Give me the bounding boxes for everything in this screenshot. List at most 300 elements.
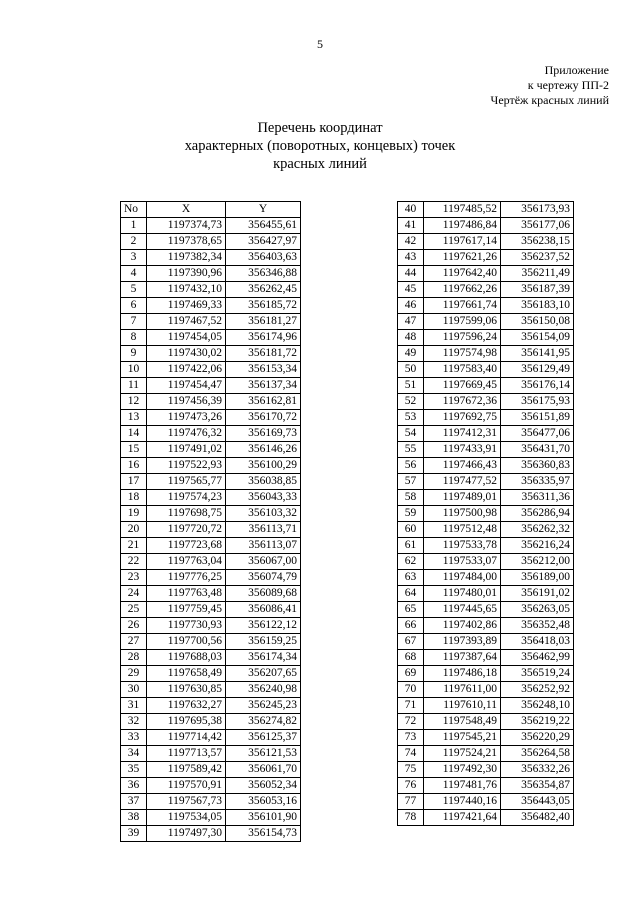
table-row: [398, 266, 574, 282]
x-coordinate: 1197533,07: [424, 554, 501, 570]
point-number: 34: [121, 746, 147, 762]
table-row: [398, 650, 574, 666]
y-coordinate: 356185,72: [226, 298, 301, 314]
table-row: [121, 378, 301, 394]
x-coordinate: 1197430,02: [147, 346, 226, 362]
y-coordinate: 356174,96: [226, 330, 301, 346]
table-row: [398, 362, 574, 378]
point-number: 68: [398, 650, 424, 666]
x-coordinate: 1197583,40: [424, 362, 501, 378]
x-coordinate: 1197763,48: [147, 586, 226, 602]
point-number: 9: [121, 346, 147, 362]
appendix-line-2: к чертежу ПП-2: [527, 78, 609, 92]
point-number: 30: [121, 682, 147, 698]
x-coordinate: 1197522,93: [147, 458, 226, 474]
y-coordinate: 356216,24: [501, 538, 574, 554]
table-row: [121, 602, 301, 618]
y-coordinate: 356052,34: [226, 778, 301, 794]
x-coordinate: 1197658,49: [147, 666, 226, 682]
table-row: [121, 666, 301, 682]
table-row: [121, 266, 301, 282]
point-number: 18: [121, 490, 147, 506]
x-coordinate: 1197698,75: [147, 506, 226, 522]
point-number: 74: [398, 746, 424, 762]
table-row: [398, 746, 574, 762]
y-coordinate: 356181,27: [226, 314, 301, 330]
point-number: 47: [398, 314, 424, 330]
y-coordinate: 356245,23: [226, 698, 301, 714]
y-coordinate: 356113,07: [226, 538, 301, 554]
point-number: 15: [121, 442, 147, 458]
column-header-y: Y: [226, 202, 301, 218]
x-coordinate: 1197662,26: [424, 282, 501, 298]
y-coordinate: 356154,09: [501, 330, 574, 346]
x-coordinate: 1197524,21: [424, 746, 501, 762]
point-number: 59: [398, 506, 424, 522]
point-number: 78: [398, 810, 424, 826]
point-number: 53: [398, 410, 424, 426]
table-row: [121, 410, 301, 426]
point-number: 2: [121, 234, 147, 250]
x-coordinate: 1197500,98: [424, 506, 501, 522]
point-number: 66: [398, 618, 424, 634]
point-number: 45: [398, 282, 424, 298]
point-number: 24: [121, 586, 147, 602]
y-coordinate: 356191,02: [501, 586, 574, 602]
x-coordinate: 1197695,38: [147, 714, 226, 730]
table-row: [121, 250, 301, 266]
table-row: [121, 778, 301, 794]
y-coordinate: 356207,65: [226, 666, 301, 682]
point-number: 65: [398, 602, 424, 618]
x-coordinate: 1197672,36: [424, 394, 501, 410]
x-coordinate: 1197393,89: [424, 634, 501, 650]
x-coordinate: 1197374,73: [147, 218, 226, 234]
x-coordinate: 1197642,40: [424, 266, 501, 282]
y-coordinate: 356189,00: [501, 570, 574, 586]
point-number: 37: [121, 794, 147, 810]
point-number: 42: [398, 234, 424, 250]
x-coordinate: 1197688,03: [147, 650, 226, 666]
table-row: [398, 282, 574, 298]
document-title: [0, 119, 640, 173]
x-coordinate: 1197611,00: [424, 682, 501, 698]
x-coordinate: 1197589,42: [147, 762, 226, 778]
table-row: [398, 346, 574, 362]
table-row: [121, 346, 301, 362]
table-row: [121, 426, 301, 442]
y-coordinate: 356237,52: [501, 250, 574, 266]
x-coordinate: 1197445,65: [424, 602, 501, 618]
appendix-line-1: Приложение: [544, 63, 609, 77]
y-coordinate: 356264,58: [501, 746, 574, 762]
point-number: 55: [398, 442, 424, 458]
table-row: [121, 586, 301, 602]
point-number: 64: [398, 586, 424, 602]
point-number: 21: [121, 538, 147, 554]
table-row: [121, 826, 301, 842]
title-line-1: Перечень координат: [257, 120, 383, 136]
y-coordinate: 356240,98: [226, 682, 301, 698]
x-coordinate: 1197489,01: [424, 490, 501, 506]
point-number: 69: [398, 666, 424, 682]
x-coordinate: 1197759,45: [147, 602, 226, 618]
y-coordinate: 356455,61: [226, 218, 301, 234]
x-coordinate: 1197440,16: [424, 794, 501, 810]
table-row: [121, 522, 301, 538]
x-coordinate: 1197402,86: [424, 618, 501, 634]
point-number: 7: [121, 314, 147, 330]
point-number: 33: [121, 730, 147, 746]
x-coordinate: 1197723,68: [147, 538, 226, 554]
point-number: 22: [121, 554, 147, 570]
table-row: [398, 442, 574, 458]
point-number: 5: [121, 282, 147, 298]
point-number: 72: [398, 714, 424, 730]
y-coordinate: 356427,97: [226, 234, 301, 250]
x-coordinate: 1197713,57: [147, 746, 226, 762]
point-number: 20: [121, 522, 147, 538]
table-row: [398, 602, 574, 618]
point-number: 54: [398, 426, 424, 442]
point-number: 52: [398, 394, 424, 410]
point-number: 43: [398, 250, 424, 266]
x-coordinate: 1197599,06: [424, 314, 501, 330]
y-coordinate: 356183,10: [501, 298, 574, 314]
table-row: [398, 762, 574, 778]
y-coordinate: 356212,00: [501, 554, 574, 570]
table-row: [398, 410, 574, 426]
point-number: 35: [121, 762, 147, 778]
point-number: 56: [398, 458, 424, 474]
y-coordinate: 356043,33: [226, 490, 301, 506]
column-header-x: X: [147, 202, 226, 218]
point-number: 51: [398, 378, 424, 394]
table-row: [121, 490, 301, 506]
x-coordinate: 1197512,48: [424, 522, 501, 538]
table-row: [398, 506, 574, 522]
title-line-3: красных линий: [273, 156, 367, 172]
table-row: [121, 730, 301, 746]
table-row: [121, 618, 301, 634]
y-coordinate: 356176,14: [501, 378, 574, 394]
y-coordinate: 356146,26: [226, 442, 301, 458]
point-number: 11: [121, 378, 147, 394]
table-row: [398, 250, 574, 266]
x-coordinate: 1197454,05: [147, 330, 226, 346]
x-coordinate: 1197387,64: [424, 650, 501, 666]
table-row: [398, 330, 574, 346]
table-row: [398, 394, 574, 410]
x-coordinate: 1197565,77: [147, 474, 226, 490]
y-coordinate: 356211,49: [501, 266, 574, 282]
y-coordinate: 356286,94: [501, 506, 574, 522]
x-coordinate: 1197548,49: [424, 714, 501, 730]
y-coordinate: 356431,70: [501, 442, 574, 458]
y-coordinate: 356418,03: [501, 634, 574, 650]
x-coordinate: 1197669,45: [424, 378, 501, 394]
x-coordinate: 1197545,21: [424, 730, 501, 746]
table-row: [398, 538, 574, 554]
point-number: 32: [121, 714, 147, 730]
y-coordinate: 356053,16: [226, 794, 301, 810]
y-coordinate: 356154,73: [226, 826, 301, 842]
x-coordinate: 1197484,00: [424, 570, 501, 586]
point-number: 13: [121, 410, 147, 426]
table-row: [398, 634, 574, 650]
point-number: 67: [398, 634, 424, 650]
x-coordinate: 1197630,85: [147, 682, 226, 698]
table-row: [398, 474, 574, 490]
table-row: [398, 714, 574, 730]
x-coordinate: 1197390,96: [147, 266, 226, 282]
y-coordinate: 356113,71: [226, 522, 301, 538]
y-coordinate: 356101,90: [226, 810, 301, 826]
y-coordinate: 356519,24: [501, 666, 574, 682]
y-coordinate: 356477,06: [501, 426, 574, 442]
x-coordinate: 1197714,42: [147, 730, 226, 746]
y-coordinate: 356187,39: [501, 282, 574, 298]
y-coordinate: 356248,10: [501, 698, 574, 714]
table-row: [121, 634, 301, 650]
point-number: 62: [398, 554, 424, 570]
point-number: 71: [398, 698, 424, 714]
point-number: 10: [121, 362, 147, 378]
x-coordinate: 1197567,73: [147, 794, 226, 810]
x-coordinate: 1197481,76: [424, 778, 501, 794]
x-coordinate: 1197422,06: [147, 362, 226, 378]
x-coordinate: 1197454,47: [147, 378, 226, 394]
coordinates-table-left: [120, 201, 301, 842]
table-row: [398, 730, 574, 746]
table-row: [121, 650, 301, 666]
table-row: [121, 810, 301, 826]
point-number: 49: [398, 346, 424, 362]
table-row: [398, 490, 574, 506]
x-coordinate: 1197497,30: [147, 826, 226, 842]
table-row: [398, 458, 574, 474]
table-row: [398, 218, 574, 234]
table-row: [398, 666, 574, 682]
x-coordinate: 1197534,05: [147, 810, 226, 826]
table-row: [121, 298, 301, 314]
point-number: 14: [121, 426, 147, 442]
point-number: 41: [398, 218, 424, 234]
y-coordinate: 356332,26: [501, 762, 574, 778]
table-row: [398, 778, 574, 794]
table-row: [398, 234, 574, 250]
table-row: [398, 522, 574, 538]
y-coordinate: 356462,99: [501, 650, 574, 666]
y-coordinate: 356089,68: [226, 586, 301, 602]
table-row: [398, 682, 574, 698]
y-coordinate: 356162,81: [226, 394, 301, 410]
point-number: 12: [121, 394, 147, 410]
point-number: 48: [398, 330, 424, 346]
x-coordinate: 1197491,02: [147, 442, 226, 458]
x-coordinate: 1197473,26: [147, 410, 226, 426]
x-coordinate: 1197692,75: [424, 410, 501, 426]
y-coordinate: 356335,97: [501, 474, 574, 490]
y-coordinate: 356177,06: [501, 218, 574, 234]
y-coordinate: 356125,37: [226, 730, 301, 746]
x-coordinate: 1197486,84: [424, 218, 501, 234]
x-coordinate: 1197570,91: [147, 778, 226, 794]
point-number: 3: [121, 250, 147, 266]
table-row: [121, 746, 301, 762]
x-coordinate: 1197476,32: [147, 426, 226, 442]
table-row: [398, 698, 574, 714]
y-coordinate: 356129,49: [501, 362, 574, 378]
appendix-note: [491, 63, 609, 108]
table-row: [121, 218, 301, 234]
point-number: 38: [121, 810, 147, 826]
y-coordinate: 356346,88: [226, 266, 301, 282]
x-coordinate: 1197574,23: [147, 490, 226, 506]
coordinates-table-right: [397, 201, 574, 826]
table-row: [398, 298, 574, 314]
y-coordinate: 356311,36: [501, 490, 574, 506]
table-row: [121, 762, 301, 778]
x-coordinate: 1197433,91: [424, 442, 501, 458]
point-number: 46: [398, 298, 424, 314]
table-row: [121, 458, 301, 474]
x-coordinate: 1197486,18: [424, 666, 501, 682]
table-row: [398, 570, 574, 586]
table-row: [398, 378, 574, 394]
title-line-2: характерных (поворотных, концевых) точек: [184, 138, 456, 154]
x-coordinate: 1197378,65: [147, 234, 226, 250]
point-number: 50: [398, 362, 424, 378]
x-coordinate: 1197617,14: [424, 234, 501, 250]
column-header-number: No: [121, 202, 147, 218]
x-coordinate: 1197610,11: [424, 698, 501, 714]
point-number: 28: [121, 650, 147, 666]
table-row: [121, 394, 301, 410]
table-row: [121, 474, 301, 490]
page-number: 5: [317, 37, 323, 51]
y-coordinate: 356067,00: [226, 554, 301, 570]
y-coordinate: 356141,95: [501, 346, 574, 362]
x-coordinate: 1197700,56: [147, 634, 226, 650]
table-row: [398, 426, 574, 442]
point-number: 76: [398, 778, 424, 794]
y-coordinate: 356086,41: [226, 602, 301, 618]
y-coordinate: 356403,63: [226, 250, 301, 266]
y-coordinate: 356262,45: [226, 282, 301, 298]
point-number: 19: [121, 506, 147, 522]
point-number: 25: [121, 602, 147, 618]
y-coordinate: 356074,79: [226, 570, 301, 586]
point-number: 39: [121, 826, 147, 842]
x-coordinate: 1197412,31: [424, 426, 501, 442]
table-row: [121, 554, 301, 570]
y-coordinate: 356238,15: [501, 234, 574, 250]
y-coordinate: 356360,83: [501, 458, 574, 474]
x-coordinate: 1197456,39: [147, 394, 226, 410]
table-row: [121, 442, 301, 458]
x-coordinate: 1197421,64: [424, 810, 501, 826]
point-number: 44: [398, 266, 424, 282]
table-row: [121, 538, 301, 554]
point-number: 23: [121, 570, 147, 586]
x-coordinate: 1197466,43: [424, 458, 501, 474]
point-number: 6: [121, 298, 147, 314]
y-coordinate: 356262,32: [501, 522, 574, 538]
table-row: [398, 554, 574, 570]
x-coordinate: 1197382,34: [147, 250, 226, 266]
x-coordinate: 1197621,26: [424, 250, 501, 266]
table-row: [121, 234, 301, 250]
table-row: [398, 618, 574, 634]
x-coordinate: 1197485,52: [424, 202, 501, 218]
y-coordinate: 356151,89: [501, 410, 574, 426]
point-number: 27: [121, 634, 147, 650]
point-number: 29: [121, 666, 147, 682]
x-coordinate: 1197730,93: [147, 618, 226, 634]
point-number: 31: [121, 698, 147, 714]
y-coordinate: 356150,08: [501, 314, 574, 330]
x-coordinate: 1197596,24: [424, 330, 501, 346]
table-row: [121, 362, 301, 378]
point-number: 17: [121, 474, 147, 490]
table-row: [398, 794, 574, 810]
y-coordinate: 356153,34: [226, 362, 301, 378]
table-row: [121, 682, 301, 698]
table-row: [121, 698, 301, 714]
point-number: 1: [121, 218, 147, 234]
point-number: 40: [398, 202, 424, 218]
point-number: 58: [398, 490, 424, 506]
y-coordinate: 356252,92: [501, 682, 574, 698]
point-number: 61: [398, 538, 424, 554]
y-coordinate: 356263,05: [501, 602, 574, 618]
y-coordinate: 356159,25: [226, 634, 301, 650]
y-coordinate: 356103,32: [226, 506, 301, 522]
y-coordinate: 356174,34: [226, 650, 301, 666]
point-number: 73: [398, 730, 424, 746]
x-coordinate: 1197480,01: [424, 586, 501, 602]
point-number: 16: [121, 458, 147, 474]
y-coordinate: 356137,34: [226, 378, 301, 394]
x-coordinate: 1197632,27: [147, 698, 226, 714]
table-row: [121, 330, 301, 346]
y-coordinate: 356173,93: [501, 202, 574, 218]
x-coordinate: 1197533,78: [424, 538, 501, 554]
x-coordinate: 1197477,52: [424, 474, 501, 490]
y-coordinate: 356181,72: [226, 346, 301, 362]
x-coordinate: 1197492,30: [424, 762, 501, 778]
point-number: 36: [121, 778, 147, 794]
x-coordinate: 1197469,33: [147, 298, 226, 314]
y-coordinate: 356175,93: [501, 394, 574, 410]
x-coordinate: 1197661,74: [424, 298, 501, 314]
y-coordinate: 356274,82: [226, 714, 301, 730]
table-row: [121, 314, 301, 330]
table-row: [121, 506, 301, 522]
point-number: 63: [398, 570, 424, 586]
point-number: 57: [398, 474, 424, 490]
x-coordinate: 1197776,25: [147, 570, 226, 586]
table-row: [398, 810, 574, 826]
point-number: 4: [121, 266, 147, 282]
table-row: [398, 586, 574, 602]
y-coordinate: 356121,53: [226, 746, 301, 762]
point-number: 75: [398, 762, 424, 778]
x-coordinate: 1197432,10: [147, 282, 226, 298]
point-number: 77: [398, 794, 424, 810]
y-coordinate: 356354,87: [501, 778, 574, 794]
